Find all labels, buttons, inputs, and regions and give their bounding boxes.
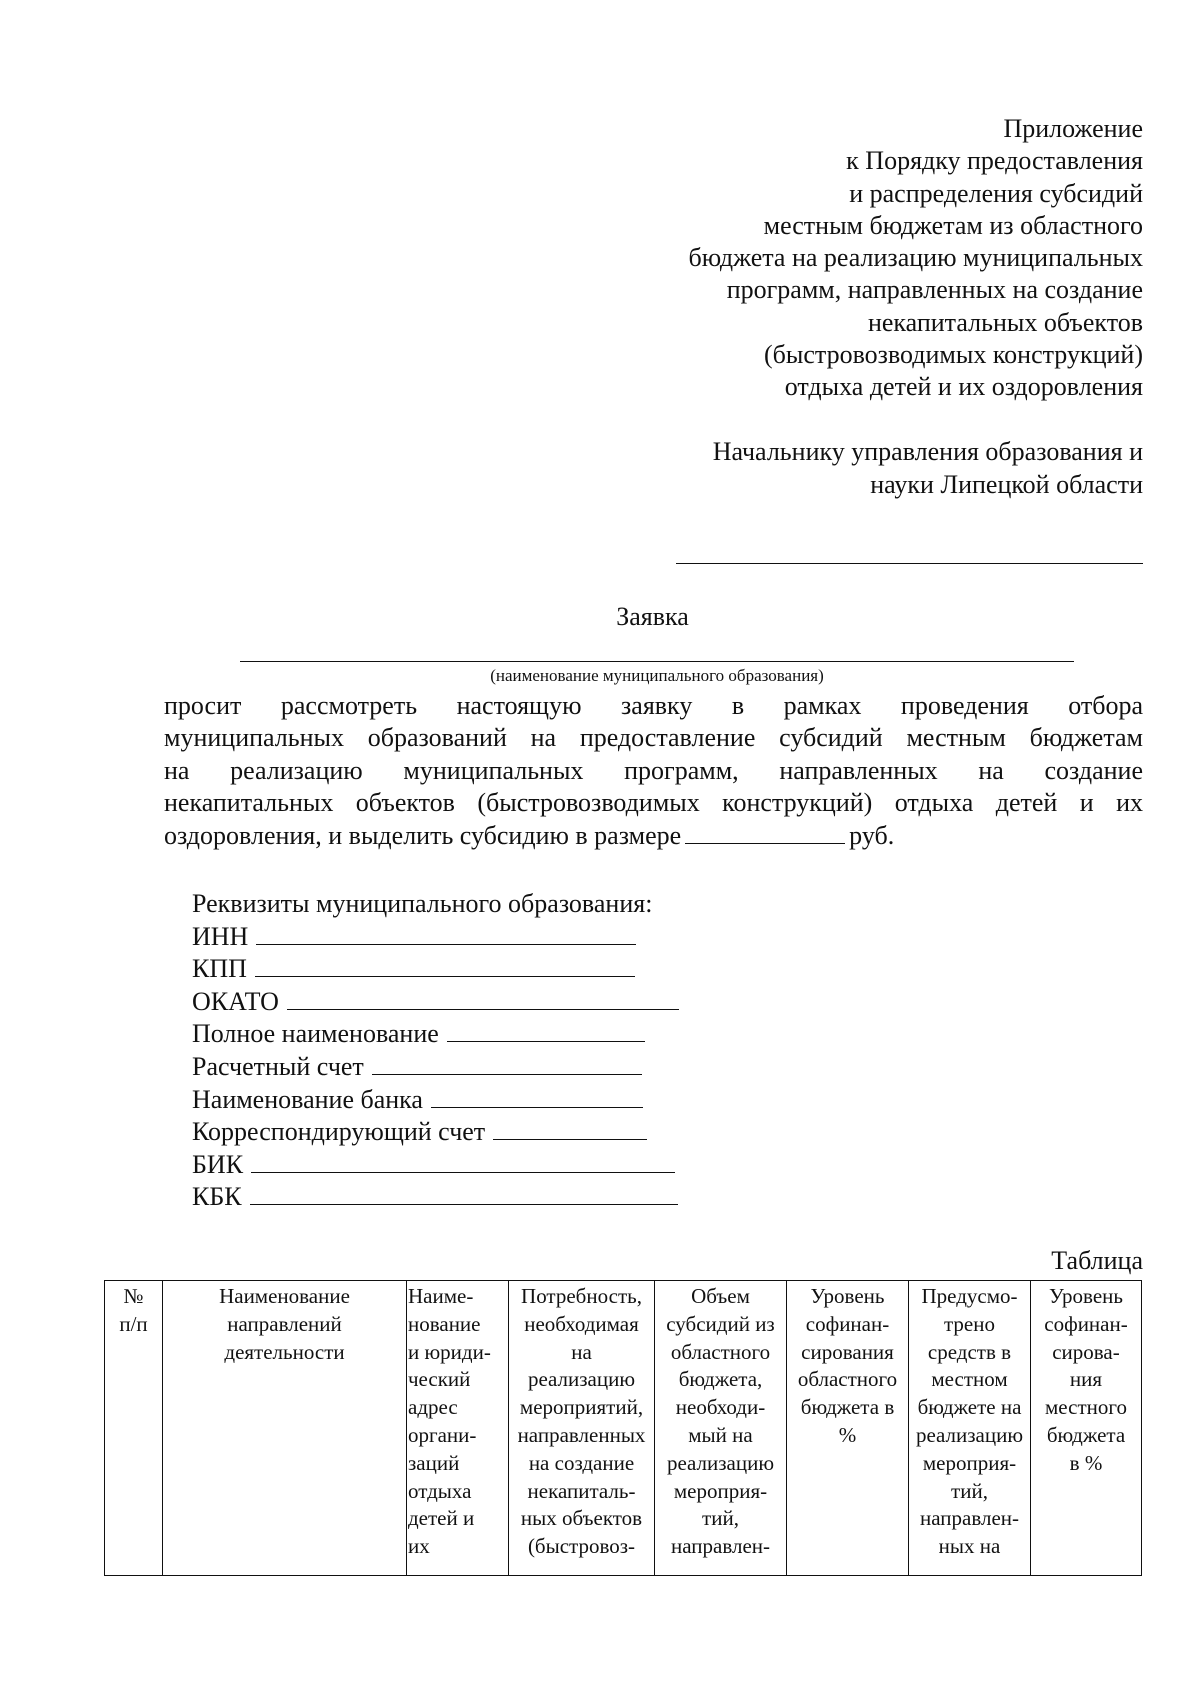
appendix-line: и распределения субсидий bbox=[849, 178, 1143, 208]
requisites-block bbox=[192, 888, 752, 1214]
table-header-cell: Объем субсидий из областного бюджета, необходи- мый на реализацию мероприя- тий, направлен- bbox=[655, 1281, 787, 1576]
table-header-row bbox=[105, 1281, 1142, 1576]
addressee-line: науки Липецкой области bbox=[870, 469, 1143, 499]
requisite-blank[interactable] bbox=[250, 1182, 678, 1205]
table-header-cell: Наименование направлений деятельности bbox=[163, 1281, 407, 1576]
requisite-blank[interactable] bbox=[251, 1150, 675, 1173]
requisite-label: Корреспондирующий счет bbox=[192, 1117, 486, 1147]
municipality-caption: (наименование муниципального образования) bbox=[490, 666, 824, 685]
request-line: на реализацию муниципальных программ, направленных на создание bbox=[164, 755, 1143, 785]
subsidy-amount-blank[interactable] bbox=[685, 823, 845, 844]
requisite-label: Наименование банка bbox=[192, 1084, 423, 1114]
requisite-label: ИНН bbox=[192, 921, 249, 951]
requisite-row-bank bbox=[192, 1084, 752, 1117]
requisite-label: ОКАТО bbox=[192, 986, 279, 1016]
request-line-last-text: оздоровления, и выделить субсидию в размере bbox=[164, 820, 682, 850]
appendix-line: программ, направленных на создание bbox=[726, 275, 1143, 305]
requisite-blank[interactable] bbox=[256, 922, 636, 945]
municipality-blank-line[interactable] bbox=[240, 661, 1074, 662]
request-line-last bbox=[164, 820, 1143, 852]
appendix-line: некапитальных объектов bbox=[867, 307, 1143, 337]
table-header-cell: Уровень софинан- сирования областного бюджета в % bbox=[787, 1281, 909, 1576]
requisite-row-inn bbox=[192, 921, 752, 954]
request-line: муниципальных образований на предоставление субсидий местным бюджетам bbox=[164, 723, 1143, 753]
addressee-block bbox=[560, 436, 1143, 501]
requisite-row-kbk bbox=[192, 1181, 752, 1214]
appendix-line: (быстровозводимых конструкций) bbox=[764, 340, 1143, 370]
requisite-blank[interactable] bbox=[255, 954, 635, 977]
requisite-label: КБК bbox=[192, 1182, 242, 1212]
requisite-row-kpp bbox=[192, 953, 752, 986]
requisite-row-bik bbox=[192, 1149, 752, 1182]
appendix-line: бюджета на реализацию муниципальных bbox=[688, 243, 1143, 273]
requisite-label: Полное наименование bbox=[192, 1019, 439, 1049]
document-title: Заявка bbox=[616, 602, 689, 631]
appendix-line: отдыха детей и их оздоровления bbox=[784, 372, 1143, 402]
table-header-cell: Уровень софинан- сирова- ния местного бюджета в % bbox=[1031, 1281, 1142, 1576]
appendix-line: местным бюджетам из областного bbox=[763, 210, 1143, 240]
table-caption: Таблица bbox=[1051, 1246, 1143, 1275]
requisites-heading: Реквизиты муниципального образования: bbox=[192, 889, 653, 918]
requisite-blank[interactable] bbox=[493, 1117, 647, 1140]
application-table bbox=[104, 1280, 1142, 1576]
appendix-line: Приложение bbox=[1003, 114, 1143, 143]
requisite-label: КПП bbox=[192, 954, 247, 984]
requisite-label: БИК bbox=[192, 1149, 244, 1179]
requisite-row-full-name bbox=[192, 1018, 752, 1051]
appendix-line: к Порядку предоставления bbox=[846, 146, 1143, 176]
addressee-blank-line[interactable] bbox=[676, 563, 1143, 564]
requisite-blank[interactable] bbox=[372, 1052, 642, 1075]
requisite-row-okato bbox=[192, 986, 752, 1019]
request-line: некапитальных объектов (быстровозводимых конструкций) отдыха детей и их bbox=[164, 788, 1143, 818]
requisite-blank[interactable] bbox=[431, 1085, 643, 1108]
requisite-blank[interactable] bbox=[447, 1019, 645, 1042]
request-line: просит рассмотреть настоящую заявку в рамках проведения отбора bbox=[164, 691, 1143, 720]
requisite-row-corr-account bbox=[192, 1116, 752, 1149]
table-header-cell: Предусмо- трено средств в местном бюджете на реализацию мероприя- тий, направлен- ных на bbox=[909, 1281, 1031, 1576]
requisite-label: Расчетный счет bbox=[192, 1051, 364, 1081]
table-header-cell: № п/п bbox=[105, 1281, 163, 1576]
requisite-row-account bbox=[192, 1051, 752, 1084]
request-paragraph bbox=[164, 690, 1143, 852]
table-header-cell: Наиме- нование и юриди- ческий адрес органи- заций отдыха детей и их bbox=[407, 1281, 509, 1576]
appendix-heading bbox=[560, 113, 1143, 404]
addressee-line: Начальнику управления образования и bbox=[712, 437, 1143, 466]
currency-label: руб. bbox=[849, 820, 895, 850]
requisite-blank[interactable] bbox=[287, 987, 679, 1010]
table-header-cell: Потребность, необходимая на реализацию мероприятий, направленных на создание некапиталь- ных объектов (быстровоз- bbox=[509, 1281, 655, 1576]
